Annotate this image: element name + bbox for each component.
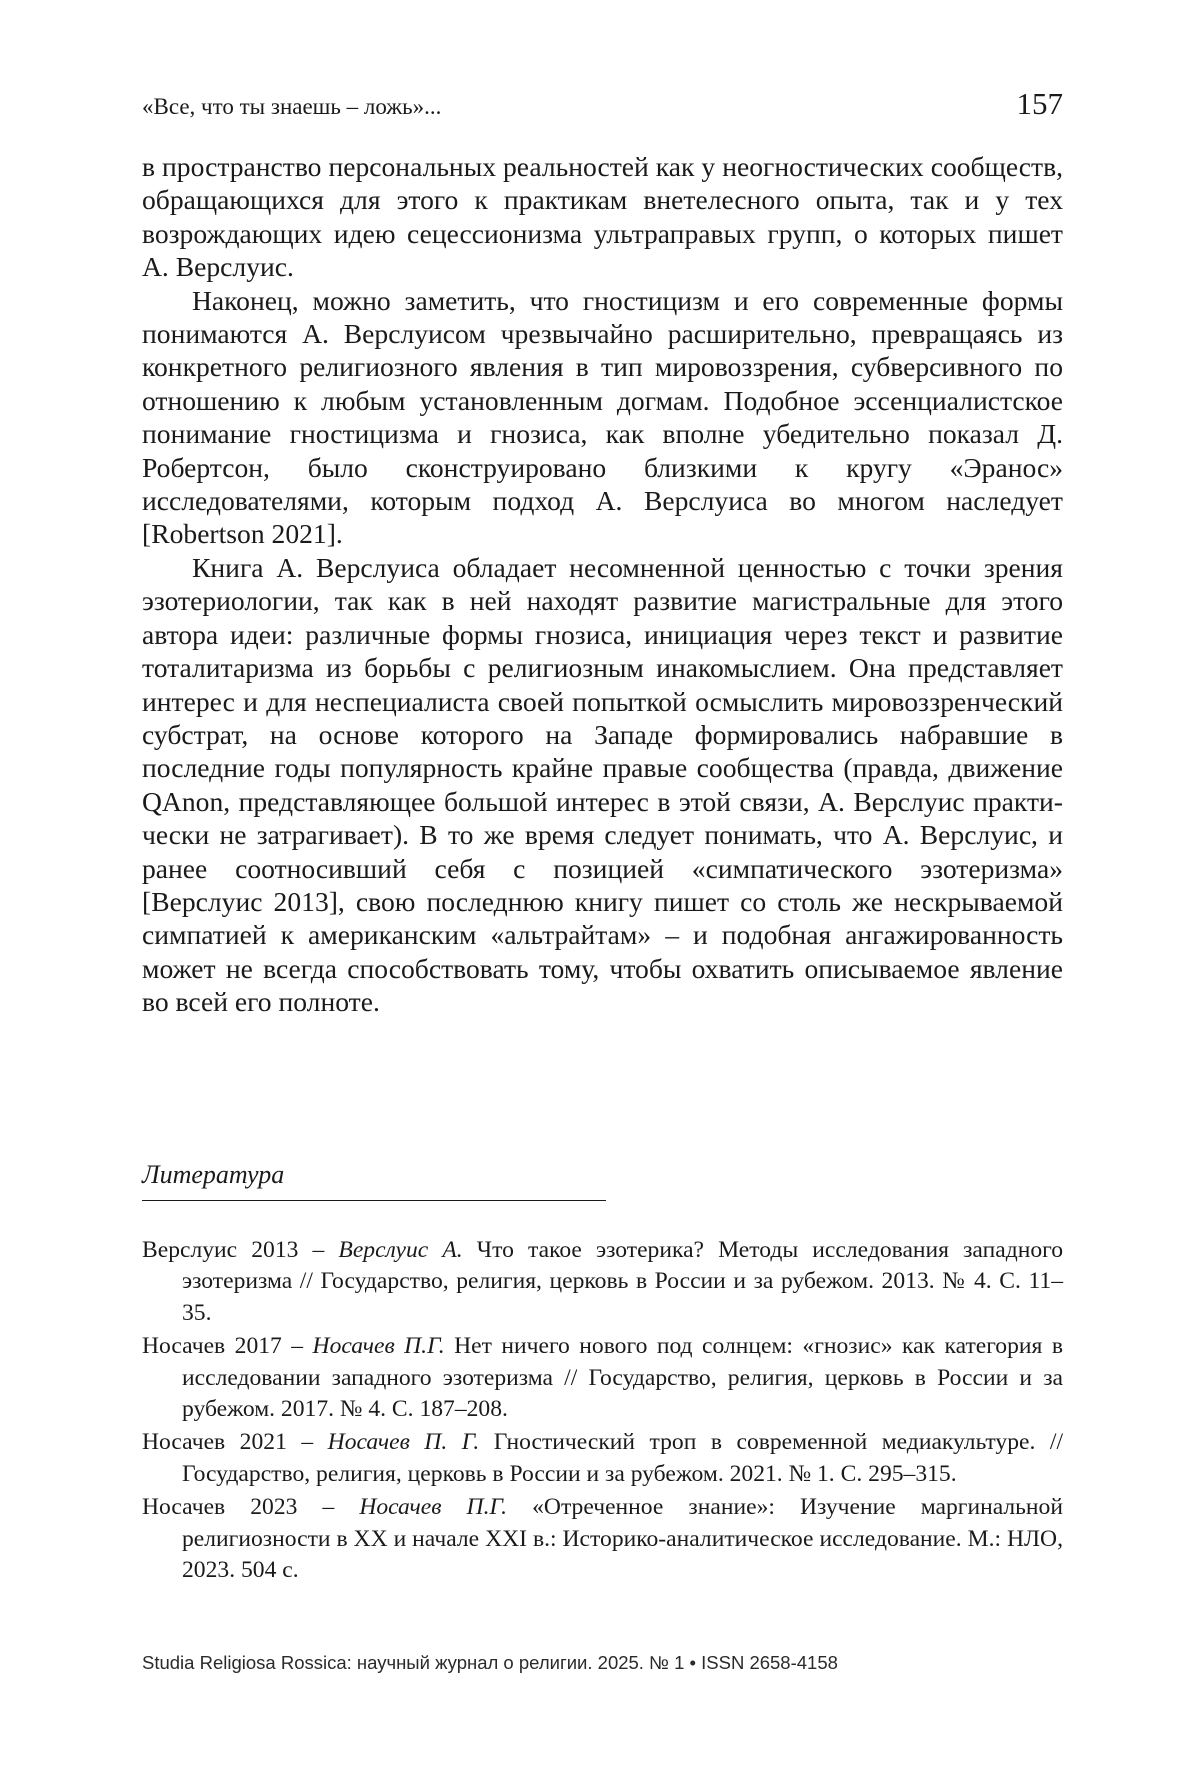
reference-text: Что такое эзотерика? Методы исследования западного эзотеризма // Государство, религия, церковь в России и за рубежом. 2013. № 4. С. 11–35. xyxy=(182,1237,1064,1326)
page-number: 157 xyxy=(1016,86,1063,121)
running-head xyxy=(142,86,1063,126)
reference-item xyxy=(142,1492,1063,1586)
reference-key: Носачев 2021 – xyxy=(142,1429,328,1456)
reference-item xyxy=(142,1427,1063,1490)
reference-key: Верслуис 2013 – xyxy=(142,1237,339,1263)
reference-author: Носачев П.Г. xyxy=(359,1494,508,1521)
body-paragraph: Книга А. Верслуиса обладает несомненной ценностью с точки зрения эзотериологии, так как в ней находят развитие магистральные для этого автора идеи: различные формы гнозиса, инициация через текст и развитие тоталитаризма из борьбы с религиозным инакомыслием. Она представляет интерес и для неспециалиста своей попыткой осмыслить мировоззренческий субстрат, на основе которого на Западе формировались набравшие в последние годы популярность крайне правые сообщества (правда, движение QAnon, представляющее большой интерес в этой связи, А. Верслуис практически не затрагивает). В то же время следует понимать, что А. Верслуис, и ранее соотносивший себя с позицией «симпатического эзотеризма» [Верслуис 2013], свою последнюю книгу пишет со столь же нескрываемой симпатией к американским «альтрайтам» – и подобная ангажированность может не всегда способствовать тому, чтобы охватить описываемое явление во всей его полноте. xyxy=(142,551,1063,1018)
reference-text: Гностический троп в современной медиакультуре. // Государство, религия, церковь в России и за рубежом. 2021. № 1. С. 295–315. xyxy=(182,1429,1063,1487)
body-paragraph: в пространство персональных реальностей как у неогностических сообществ, обращающихся для этого к практикам внетелесного опыта, так и у тех возрождающих идею сецессионизма ультраправых групп, о которых пишет А. Верслуис. xyxy=(142,151,1063,283)
reference-text: «Отреченное знание»: Изучение маргинальной религиозности в XX и начале XXI в.: Историко-аналитическое исследование. М.: НЛО, 2023. 504 с. xyxy=(182,1494,1063,1584)
body-paragraph: Наконец, можно заметить, что гностицизм и его современные формы понимаются А. Верслуисом чрезвычайно расширительно, превращаясь из конкретного религиозного явления в тип мировоззрения, субверсивного по отношению к любым установленным догмам. Подобное эссенциалистское понимание гностицизма и гнозиса, как вполне убедительно показал Д. Робертсон, было сконструировано близкими к кругу «Эранос» исследователями, которым подход А. Верслуиса во многом наследует [Robertson 2021]. xyxy=(142,284,1063,550)
references-divider xyxy=(142,1200,606,1201)
references-list xyxy=(142,1235,1063,1588)
running-title: «Все, что ты знаешь – ложь»... xyxy=(142,94,442,119)
journal-page xyxy=(142,0,1063,1780)
references-heading: Литература xyxy=(142,1160,285,1189)
reference-item xyxy=(142,1331,1063,1425)
reference-item xyxy=(142,1235,1063,1329)
article-body xyxy=(142,150,1063,1019)
reference-author: Верслуис А. xyxy=(338,1237,463,1263)
reference-key: Носачев 2017 – xyxy=(142,1333,313,1360)
reference-key: Носачев 2023 – xyxy=(142,1494,360,1521)
journal-footer: Studia Religiosa Rossica: научный журнал о религии. 2025. № 1 • ISSN 2658-4158 xyxy=(142,1652,838,1673)
reference-author: Носачев П.Г. xyxy=(312,1333,445,1360)
reference-text: Нет ничего нового под солнцем: «гнозис» как категория в исследовании западного эзотеризма // Государство, религия, церковь в России и за рубежом. 2017. № 4. С. 187–208. xyxy=(182,1333,1063,1423)
reference-author: Носачев П. Г. xyxy=(327,1429,480,1456)
